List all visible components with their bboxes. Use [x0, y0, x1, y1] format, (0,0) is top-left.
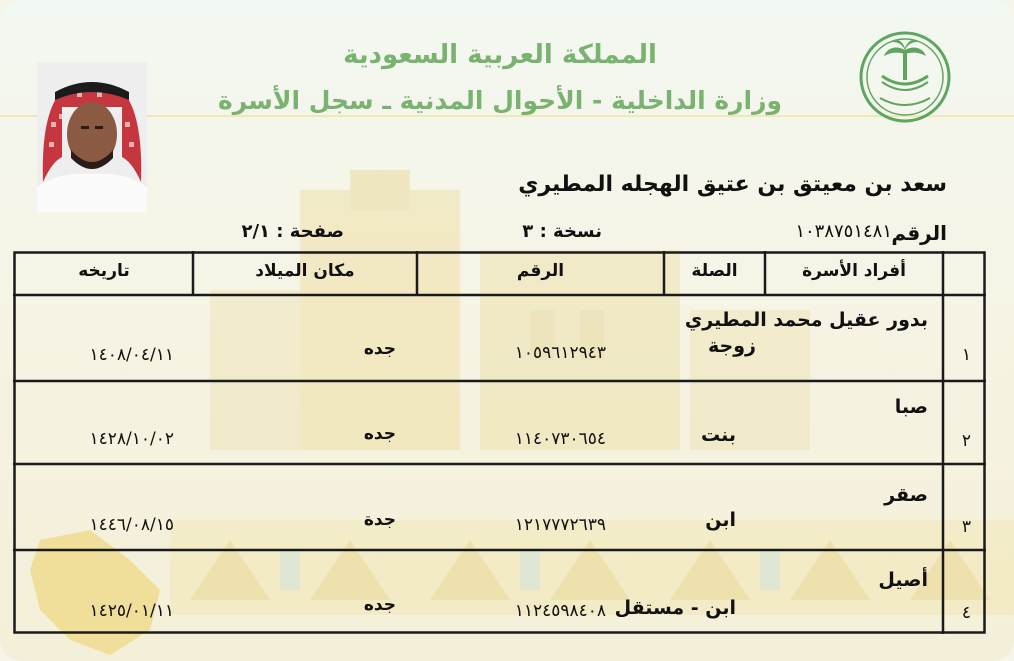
row-index: ٢: [961, 431, 971, 451]
row-birthdate: ١٤٢٥/٠١/١١: [89, 601, 174, 621]
row-index: ١: [961, 345, 971, 365]
country-title: المملكة العربية السعودية: [343, 40, 657, 70]
row-id-number: ١٢١٧٧٧٢٦٣٩: [514, 515, 606, 535]
header-number: الرقم: [516, 261, 565, 281]
holder-id-value: ١٠٣٨٧٥١٤٨١: [795, 221, 892, 242]
row-birthdate: ١٤٠٨/٠٤/١١: [89, 345, 174, 365]
header-relation: الصلة: [691, 261, 738, 281]
row-relation: زوجة: [708, 335, 756, 357]
row-birthdate: ١٤٤٦/٠٨/١٥: [89, 515, 174, 535]
row-id-number: ١٠٥٩٦١٢٩٤٣: [514, 343, 606, 363]
header-birthdate: تاريخه: [78, 261, 130, 281]
row-relation: ابن - مستقل: [614, 597, 736, 619]
holder-name: سعد بن معيتق بن عتيق الهجله المطيري: [518, 172, 947, 197]
row-id-number: ١١٢٤٥٩٨٤٠٨: [514, 601, 606, 621]
holder-id-label: الرقم: [891, 221, 947, 245]
page-number: صفحة : ٢/١: [241, 221, 344, 242]
row-birthplace: جده: [363, 595, 396, 615]
row-birthplace: جده: [363, 424, 396, 444]
row-id-number: ١١٤٠٧٣٠٦٥٤: [514, 429, 606, 449]
header-birthplace: مكان الميلاد: [255, 261, 355, 281]
row-birthplace: جده: [363, 339, 396, 359]
row-birthdate: ١٤٢٨/١٠/٠٢: [89, 429, 174, 449]
row-birthplace: جدة: [363, 510, 396, 530]
row-member-name: أصيل: [878, 569, 928, 591]
holder-photo: [37, 62, 147, 212]
row-index: ٤: [961, 603, 971, 623]
family-members-table: [13, 251, 986, 634]
ministry-title: وزارة الداخلية - الأحوال المدنية ـ سجل الأسرة: [217, 86, 783, 115]
copy-number: نسخة : ٣: [522, 221, 602, 242]
row-relation: ابن: [705, 509, 736, 531]
row-relation: بنت: [700, 424, 736, 446]
row-index: ٣: [961, 517, 971, 537]
palm-swords-emblem-icon: [858, 30, 952, 124]
person-photo: [37, 62, 147, 212]
row-member-name: صقر: [884, 484, 928, 506]
row-member-name: صبا: [894, 396, 928, 418]
header-members: أفراد الأسرة: [802, 261, 906, 281]
row-member-name: بدور عقيل محمد المطيري: [684, 309, 928, 331]
